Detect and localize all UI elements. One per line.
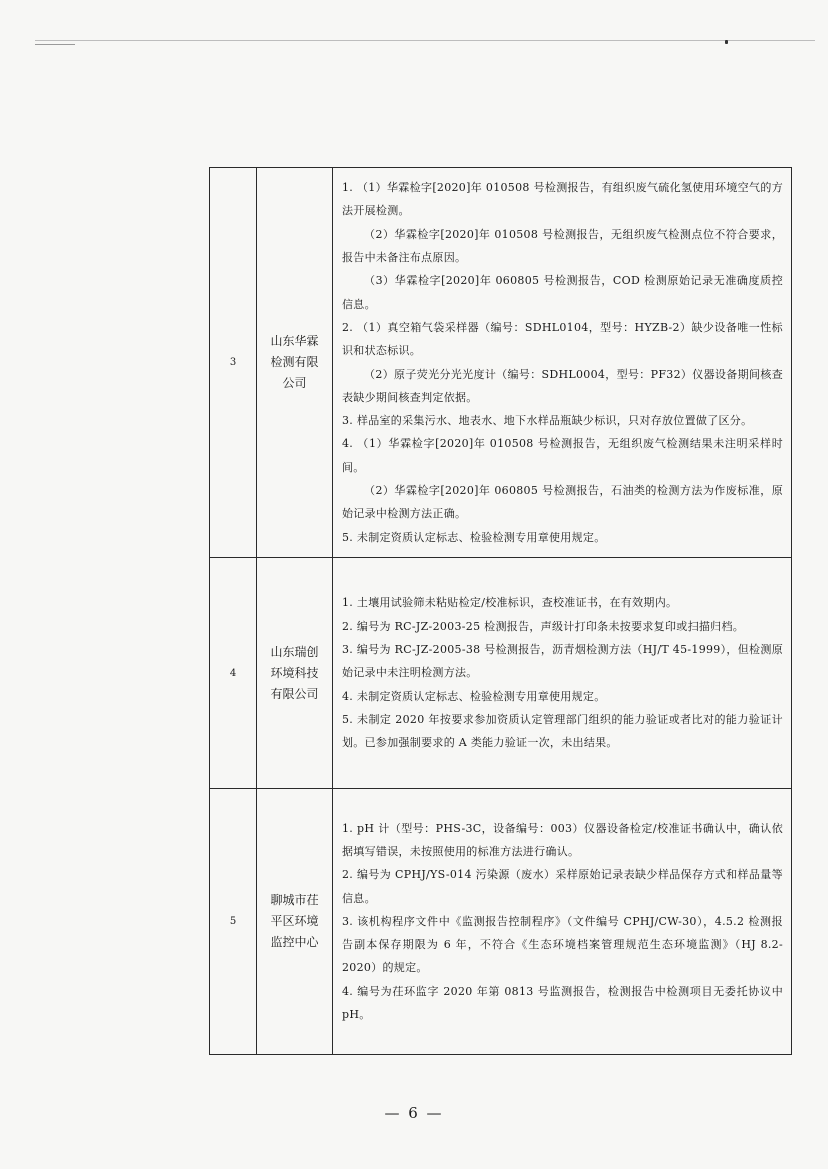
- finding-item: 2. 编号为 RC-JZ-2003-25 检测报告，声级计打印条未按要求复印或扫描归档。: [342, 619, 745, 633]
- finding-item: 2. （1）真空箱气袋采样器（编号：SDHL0104，型号：HYZB-2）缺少设备唯一性标识和状态标识。: [342, 320, 783, 358]
- page-number: — 6 —: [384, 1104, 444, 1122]
- table-row: [210, 168, 792, 558]
- findings-cell: [333, 789, 792, 1055]
- finding-item: 3. 编号为 RC-JZ-2005-38 号检测报告，沥青烟检测方法（HJ/T 45-1999），但检测原始记录中未注明检测方法。: [342, 643, 783, 680]
- organization-name: 山东华霖检测有限公司: [257, 168, 333, 558]
- finding-item: 4. 未制定资质认定标志、检验检测专用章使用规定。: [342, 689, 606, 703]
- scan-edge-mark: [35, 44, 75, 45]
- finding-item: 5. 未制定 2020 年按要求参加资质认定管理部门组织的能力验证或者比对的能力验证计划。已参加强制要求的 A 类能力验证一次，未出结果。: [342, 712, 783, 750]
- finding-item: 4. （1）华霖检字[2020]年 010508 号检测报告，无组织废气检测结果未注明采样时间。: [342, 437, 783, 474]
- finding-item: （2）原子荧光分光光度计（编号：SDHL0004，型号：PF32）仪器设备期间核查表缺少期间核查判定依据。: [342, 367, 783, 404]
- finding-item: 1. 土壤用试验筛未粘贴检定/校准标识，查校准证书，在有效期内。: [342, 596, 678, 610]
- finding-item: 3. 该机构程序文件中《监测报告控制程序》（文件编号 CPHJ/CW-30），4.5.2 检测报告副本保存期限为 6 年，不符合《生态环境档案管理规范生态环境监测》（HJ 8.2-2020）的规定。: [342, 914, 783, 975]
- table-row: [210, 789, 792, 1055]
- scan-edge-line: [35, 40, 815, 41]
- findings-cell: [333, 168, 792, 558]
- table-row: [210, 558, 792, 789]
- finding-item: 2. 编号为 CPHJ/YS-014 污染源（废水）采样原始记录表缺少样品保存方式和样品量等信息。: [342, 868, 783, 905]
- finding-item: 1. （1）华霖检字[2020]年 010508 号检测报告，有组织废气硫化氢使用环境空气的方法开展检测。: [342, 181, 783, 218]
- organization-name: 山东瑞创环境科技有限公司: [257, 558, 333, 789]
- row-number: 5: [210, 789, 257, 1055]
- finding-item: （2）华霖检字[2020]年 010508 号检测报告，无组织废气检测点位不符合要求，报告中未备注布点原因。: [342, 227, 783, 265]
- row-number: 3: [210, 168, 257, 558]
- scan-speck: [725, 40, 728, 44]
- findings-cell: [333, 558, 792, 789]
- finding-item: （2）华霖检字[2020]年 060805 号检测报告，石油类的检测方法为作废标准，原始记录中检测方法正确。: [342, 483, 783, 521]
- finding-item: 3. 样品室的采集污水、地表水、地下水样品瓶缺少标识，只对存放位置做了区分。: [342, 414, 753, 428]
- finding-item: 1. pH 计（型号：PHS-3C，设备编号：003）仪器设备检定/校准证书确认中，确认依据填写错误，未按照使用的标准方法进行确认。: [342, 821, 783, 858]
- organization-name: 聊城市茌平区环境监控中心: [257, 789, 333, 1055]
- findings-table: [209, 167, 792, 1055]
- finding-item: 4. 编号为茌环监字 2020 年第 0813 号监测报告，检测报告中检测项目无委托协议中 pH。: [342, 984, 783, 1022]
- row-number: 4: [210, 558, 257, 789]
- finding-item: 5. 未制定资质认定标志、检验检测专用章使用规定。: [342, 530, 606, 544]
- finding-item: （3）华霖检字[2020]年 060805 号检测报告，COD 检测原始记录无准确度质控信息。: [342, 274, 783, 311]
